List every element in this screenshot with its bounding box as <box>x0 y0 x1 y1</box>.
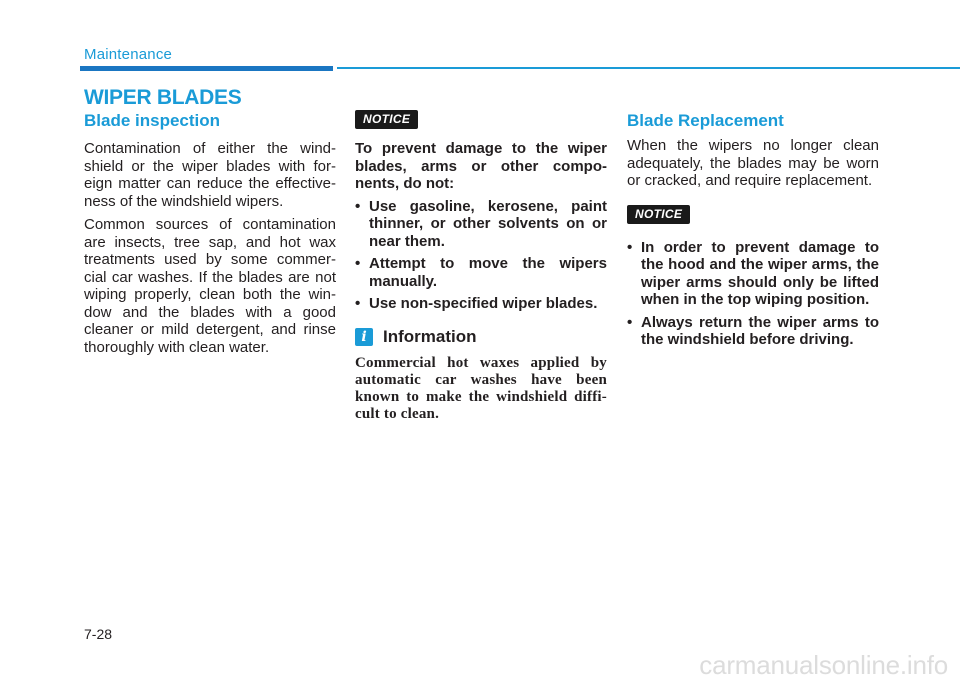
bullet-icon: • <box>355 295 361 312</box>
contamination-paragraph: Contamination of either the wind-shield or the wiper blades with for-eign matter can reduce the effective-ness of the windshield wipers. <box>84 140 336 210</box>
information-title: Information <box>383 326 477 346</box>
bullet-icon: • <box>355 255 361 272</box>
information-header <box>355 327 607 347</box>
blade-replacement-heading: Blade Replacement <box>627 111 784 130</box>
column-notice-information <box>355 110 607 423</box>
replacement-paragraph: When the wipers no longer clean adequately, the blades may be worn or cracked, and require replacement. <box>627 137 879 189</box>
list-item <box>355 295 607 313</box>
bullet-text: Attempt to move the wipers manually. <box>369 255 607 290</box>
page-title: WIPER BLADES <box>84 86 242 109</box>
blade-inspection-heading: Blade inspection <box>84 111 221 130</box>
list-item <box>627 314 879 349</box>
contamination-sources-paragraph: Common sources of contamination are insects, tree sap, and hot wax treatments used by some commer-cial car washes. If the blades are not wiping properly, clean both the win-dow and the blades with a good cleaner or mild detergent, and rinse thoroughly with clean water. <box>84 216 336 356</box>
header-rule-accent <box>80 66 333 71</box>
bullet-icon: • <box>355 197 361 215</box>
list-item <box>627 239 879 309</box>
replacement-bullet-list <box>627 239 879 349</box>
watermark: carmanualsonline.info <box>699 650 948 680</box>
bullet-text: Use non-specified wiper blades. <box>369 295 598 312</box>
bullet-text: In order to prevent damage to the hood and the wiper arms, the wiper arms should only be lifted when in the top wiping position. <box>641 238 879 308</box>
bullet-text: Always return the wiper arms to the windshield before driving. <box>641 313 879 348</box>
column-blade-replacement <box>627 110 879 349</box>
section-label: Maintenance <box>84 46 173 63</box>
information-icon: i <box>355 328 373 346</box>
header-rule <box>337 67 960 69</box>
column-blade-inspection <box>84 110 336 356</box>
notice-intro: To prevent damage to the wiper blades, arms or other compo-nents, do not: <box>355 140 607 192</box>
list-item <box>355 255 607 290</box>
information-text: Commercial hot waxes applied by automatic car washes have been known to make the windshield diffi-cult to clean. <box>355 354 607 422</box>
notice-bullet-list <box>355 198 607 313</box>
bullet-icon: • <box>627 313 633 331</box>
notice-badge: NOTICE <box>627 205 690 224</box>
page-number: 7-28 <box>84 626 113 642</box>
bullet-text: Use gasoline, kerosene, paint thinner, or other solvents on or near them. <box>369 197 607 250</box>
bullet-icon: • <box>627 238 633 256</box>
list-item <box>355 198 607 251</box>
notice-badge: NOTICE <box>355 110 418 129</box>
